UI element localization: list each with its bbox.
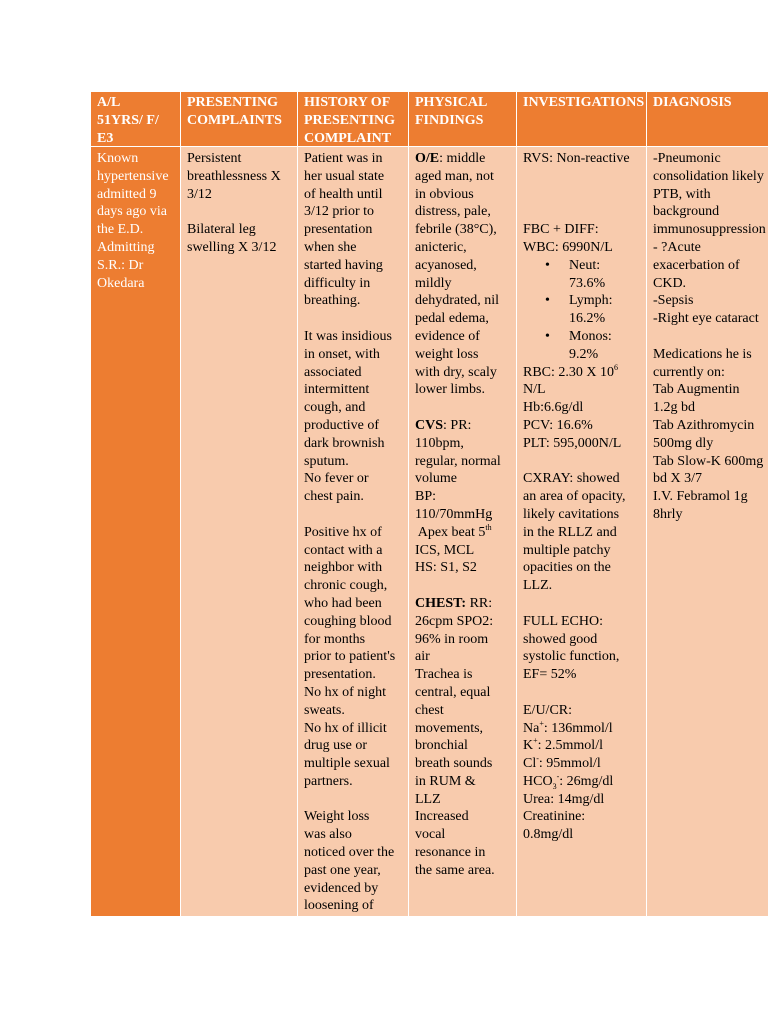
text-line: in onset, with [304, 346, 380, 362]
header-investigations [517, 92, 647, 146]
header-presenting-complaints [181, 92, 298, 146]
text-line: distress, pale, [415, 204, 491, 220]
text-line: Patient was in [304, 151, 383, 166]
text-line: LLZ. [523, 578, 553, 594]
text-line: Positive hx of [304, 524, 382, 540]
cell-history [298, 146, 409, 916]
text-line [523, 773, 642, 791]
text-line: No hx of night [304, 684, 387, 700]
blank-line [523, 595, 642, 613]
text-line: currently on: [653, 364, 725, 380]
text-line: chest [415, 702, 444, 718]
text-line: evidence of [415, 328, 480, 344]
text-line: regular, normal [415, 453, 501, 469]
list-item [523, 328, 642, 346]
text-line: movements, [415, 720, 484, 736]
text-line: I.V. Febramol 1g [653, 489, 748, 505]
text-line: presentation. [304, 667, 376, 683]
superscript: + [533, 736, 538, 746]
text-line: -Right eye cataract [653, 311, 759, 327]
text-line: resonance in [415, 845, 486, 861]
text-line: PCV: 16.6% [523, 417, 593, 433]
list-item-value: 16.2% [569, 311, 606, 327]
header-line: A/L [97, 95, 121, 110]
text-fragment: RR: [466, 595, 493, 611]
superscript: - [536, 754, 539, 764]
text-line: with dry, scaly [415, 364, 497, 380]
text-line [523, 720, 642, 738]
text-line: days ago via [97, 204, 167, 220]
list-item-label: Lymph: [569, 293, 613, 309]
text-line: Trachea is [415, 667, 473, 683]
text-line: Medications he is [653, 346, 752, 362]
text-line: immunosuppression [653, 222, 766, 238]
text-line: No hx of illicit [304, 720, 387, 736]
text-fragment: Na [523, 720, 540, 736]
text-line: sputum. [304, 453, 349, 469]
text-line: coughing blood [304, 613, 392, 629]
text-line: systolic function, [523, 649, 620, 665]
text-line: N/L [523, 382, 546, 398]
text-line: Creatinine: [523, 809, 586, 825]
text-line: breathing. [304, 293, 361, 309]
text-line: consolidation likely [653, 168, 764, 184]
text-line: FULL ECHO: [523, 613, 603, 629]
text-line: an area of opacity, [523, 489, 626, 505]
header-diagnosis [647, 92, 768, 146]
section-label-cvs: CVS [415, 417, 444, 433]
section-label-oe: O/E [415, 151, 440, 166]
text-line: the E.D. [97, 222, 144, 238]
text-line: air [415, 649, 430, 665]
cell-investigations [517, 146, 647, 916]
header-line: 51YRS/ F/ [97, 112, 159, 128]
text-line: RVS: Non-reactive [523, 151, 630, 166]
header-line: COMPLAINTS [187, 112, 282, 128]
text-line: noticed over the [304, 845, 395, 861]
list-item-value: 9.2% [569, 346, 599, 362]
blank-line [304, 506, 404, 524]
text-line: Known [97, 151, 139, 166]
header-line: PRESENTING [187, 95, 279, 110]
blank-line [415, 577, 512, 595]
cell-presenting-complaints [181, 146, 298, 916]
text-line [415, 417, 512, 435]
blank-line [415, 399, 512, 417]
text-line: multiple sexual [304, 756, 390, 772]
text-line [415, 150, 512, 168]
text-fragment: : PR: [443, 417, 472, 433]
text-line: dehydrated, nil [415, 293, 499, 309]
text-line: contact with a [304, 542, 383, 558]
list-item [523, 257, 642, 275]
text-fragment: : 136mmol/l [543, 720, 613, 736]
text-line: background [653, 204, 720, 220]
text-line: 0.8mg/dl [523, 827, 574, 843]
text-line: loosening of [304, 898, 374, 914]
text-line: 8hrly [653, 506, 683, 522]
cell-patient-info [91, 146, 181, 916]
text-line: Admitting [97, 239, 155, 255]
text-line: 500mg dly [653, 435, 714, 451]
header-line: DIAGNOSIS [653, 95, 732, 110]
text-line: drug use or [304, 738, 367, 754]
text-line: difficulty in [304, 275, 371, 291]
text-line: likely cavitations [523, 506, 620, 522]
text-fragment: : 2.5mmol/l [537, 738, 603, 754]
blank-line [653, 328, 764, 346]
text-line: of health until [304, 186, 383, 202]
text-line: central, equal [415, 684, 491, 700]
text-line: opacities on the [523, 560, 611, 576]
text-line: 3/12 prior to [304, 204, 374, 220]
header-line: INVESTIGATIONS [523, 95, 645, 110]
text-line [523, 737, 642, 755]
text-line: in the RLLZ and [523, 524, 617, 540]
text-line: Increased [415, 809, 469, 825]
text-line: PTB, with [653, 186, 711, 202]
text-line: the same area. [415, 862, 495, 878]
subscript: 3 [552, 781, 557, 791]
text-line: mildly [415, 275, 452, 291]
text-line: sweats. [304, 702, 345, 718]
text-fragment: K [523, 738, 534, 754]
superscript: - [556, 771, 560, 781]
text-line: It was insidious [304, 328, 392, 344]
list-item-label: Neut: [569, 257, 601, 273]
text-line: bd X 3/7 [653, 471, 702, 487]
list-item-value: 73.6% [569, 275, 606, 291]
text-line: cough, and [304, 400, 366, 416]
text-line: volume [415, 471, 457, 487]
cell-physical-findings [409, 146, 517, 916]
header-line: COMPLAINT [304, 130, 392, 146]
blank-line [523, 186, 642, 204]
text-line: Okedara [97, 275, 145, 291]
text-line: WBC: 6990N/L [523, 239, 613, 255]
list-item-label: Monos: [569, 328, 612, 344]
text-line: -Sepsis [653, 293, 694, 309]
bullet-icon: • [545, 293, 550, 309]
text-line [523, 755, 642, 773]
blank-line [304, 791, 404, 809]
text-line: in obvious [415, 186, 474, 202]
header-line: FINDINGS [415, 112, 484, 128]
text-line: was also [304, 827, 352, 843]
header-line: E3 [97, 130, 114, 146]
header-history [298, 92, 409, 146]
blank-line [523, 684, 642, 702]
text-line: FBC + DIFF: [523, 222, 599, 238]
blank-line [523, 203, 642, 221]
text-line: hypertensive [97, 168, 169, 184]
text-line: past one year, [304, 862, 381, 878]
text-line: chest pain. [304, 489, 364, 505]
text-line: - ?Acute [653, 239, 701, 255]
header-line: PRESENTING [304, 112, 396, 128]
text-line: her usual state [304, 168, 385, 184]
text-line: aged man, not [415, 168, 494, 184]
text-line: neighbor with [304, 560, 383, 576]
text-line: intermittent [304, 382, 370, 398]
header-patient [91, 92, 181, 146]
text-line: PLT: 595,000N/L [523, 435, 622, 451]
blank-line [187, 203, 293, 221]
text-line: acyanosed, [415, 257, 477, 273]
text-line: for months [304, 631, 366, 647]
text-line: EF= 52% [523, 667, 577, 683]
text-line: febrile (38°C), [415, 222, 497, 238]
text-line: -Pneumonic [653, 151, 721, 166]
text-fragment: Apex beat 5 [415, 524, 486, 540]
header-physical-findings [409, 92, 517, 146]
text-line: S.R.: Dr [97, 257, 144, 273]
text-line: CXRAY: showed [523, 471, 620, 487]
bullet-icon: • [545, 328, 550, 344]
text-line: associated [304, 364, 362, 380]
blank-line [523, 453, 642, 471]
text-line: 1.2g bd [653, 400, 695, 416]
text-line [523, 364, 642, 382]
text-line: ICS, MCL [415, 542, 475, 558]
superscript: 6 [614, 362, 619, 372]
case-table [91, 92, 768, 916]
text-line: 110bpm, [415, 435, 464, 451]
text-line: started having [304, 257, 383, 273]
text-line: prior to patient's [304, 649, 396, 665]
text-line: evidenced by [304, 880, 379, 896]
text-line: Tab Azithromycin [653, 417, 755, 433]
text-fragment: RBC: 2.30 X 10 [523, 364, 615, 380]
text-line: No fever or [304, 471, 369, 487]
text-line: weight loss [415, 346, 479, 362]
text-line: bronchial [415, 738, 468, 754]
text-line: swelling X 3/12 [187, 239, 277, 255]
text-line: productive of [304, 417, 380, 433]
text-line: 110/70mmHg [415, 506, 493, 522]
section-label-chest: CHEST: [415, 595, 467, 611]
text-line: lower limbs. [415, 382, 485, 398]
text-line: exacerbation of [653, 257, 740, 273]
text-line: E/U/CR: [523, 702, 573, 718]
text-line: vocal [415, 827, 446, 843]
text-line: anicteric, [415, 239, 467, 255]
text-line: BP: [415, 489, 437, 505]
text-line: breathlessness X [187, 168, 281, 184]
text-line: CKD. [653, 275, 687, 291]
text-line: Weight loss [304, 809, 370, 825]
text-line: multiple patchy [523, 542, 611, 558]
superscript: + [539, 718, 544, 728]
blank-line [523, 168, 642, 186]
text-line: dark brownish [304, 435, 385, 451]
text-line: Tab Augmentin [653, 382, 740, 398]
header-line: HISTORY OF [304, 95, 391, 110]
header-line: PHYSICAL [415, 95, 488, 110]
text-fragment: : middle [439, 151, 486, 166]
text-line: Bilateral leg [187, 222, 256, 238]
text-line: HS: S1, S2 [415, 560, 477, 576]
text-line: when she [304, 239, 357, 255]
text-line: 3/12 [187, 186, 212, 202]
text-line: who had been [304, 595, 382, 611]
text-line: 26cpm SPO2: [415, 613, 494, 629]
text-line: presentation [304, 222, 373, 238]
text-line: partners. [304, 773, 353, 789]
text-line: in RUM & [415, 773, 476, 789]
text-fragment: HCO [523, 773, 553, 789]
text-line: admitted 9 [97, 186, 157, 202]
text-line [415, 524, 512, 542]
text-line: LLZ [415, 791, 441, 807]
cell-diagnosis [647, 146, 768, 916]
text-line: Tab Slow-K 600mg [653, 453, 764, 469]
list-item [523, 292, 642, 310]
bullet-icon: • [545, 257, 550, 273]
text-line: chronic cough, [304, 578, 388, 594]
text-line: Hb:6.6g/dl [523, 400, 584, 416]
superscript: th [485, 522, 492, 532]
text-line: Persistent [187, 151, 242, 166]
text-line: Urea: 14mg/dl [523, 791, 605, 807]
text-line: 96% in room [415, 631, 489, 647]
text-line: showed good [523, 631, 598, 647]
text-fragment: Cl [523, 756, 537, 772]
text-fragment: : 26mg/dl [559, 773, 614, 789]
text-line [415, 595, 512, 613]
text-line: pedal edema, [415, 311, 489, 327]
blank-line [304, 310, 404, 328]
text-fragment: : 95mmol/l [538, 756, 601, 772]
text-line: breath sounds [415, 756, 493, 772]
